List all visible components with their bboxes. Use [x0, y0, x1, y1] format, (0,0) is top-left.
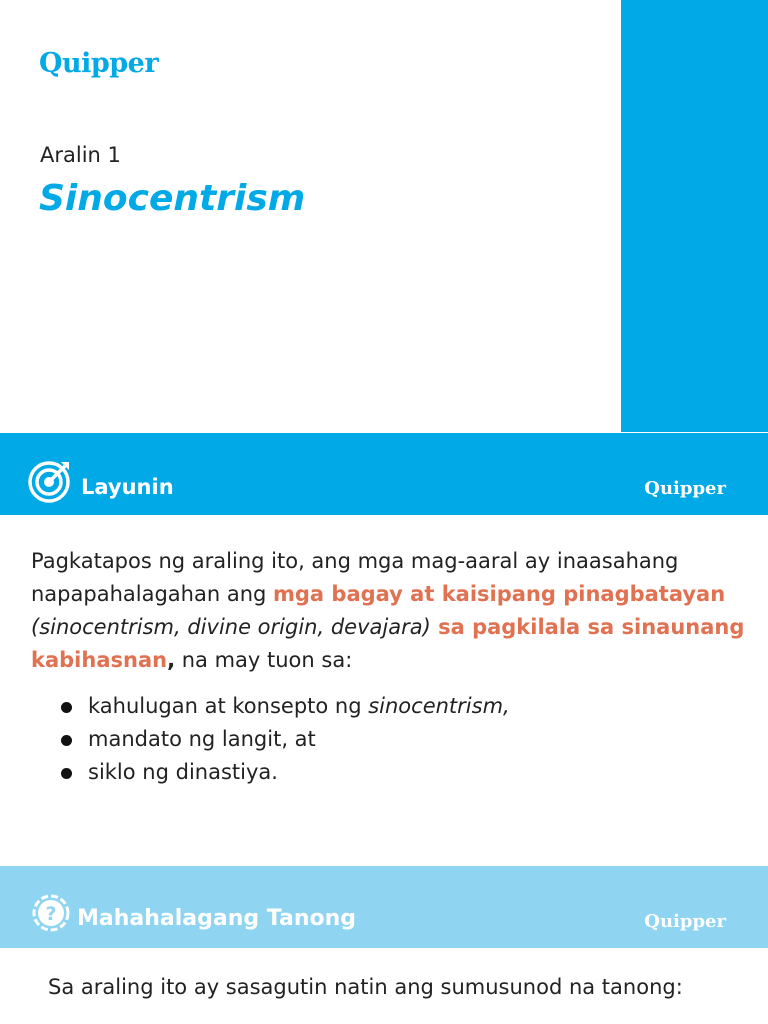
quipper-logo: Quipper — [644, 911, 726, 932]
objectives-title: Layunin — [81, 475, 174, 499]
list-item: siklo ng dinastiya. — [58, 756, 510, 789]
list-item: mandato ng langit, at — [58, 723, 510, 756]
objective-examples: (sinocentrism, divine origin, devajara) — [31, 615, 431, 639]
questions-header — [0, 866, 768, 948]
lesson-title: Sinocentrism — [39, 178, 306, 219]
objective-text-1: Pagkatapos ng araling ito, ang mga mag-aaral ay inaasahang napapahalagahan ang — [31, 549, 679, 606]
objective-bullets — [58, 690, 510, 789]
question-icon — [27, 891, 73, 937]
accent-bar — [621, 0, 768, 432]
lesson-label: Aralin 1 — [40, 143, 121, 167]
objective-highlight-1: mga bagay at kaisipang pinagbatayan — [273, 582, 726, 606]
list-item: kahulugan at konsepto ng sinocentrism, — [58, 690, 510, 723]
title-slide — [0, 0, 768, 432]
target-icon — [27, 458, 73, 504]
quipper-logo: Quipper — [644, 478, 726, 499]
objective-paragraph — [31, 545, 751, 677]
objective-text-3: na may tuon sa: — [175, 648, 353, 672]
objective-highlight-2: sa pagkilala sa sinaunang kabihasnan — [31, 615, 745, 672]
objective-comma: , — [167, 648, 176, 672]
objectives-header — [0, 433, 768, 515]
questions-intro: Sa araling ito ay sasagutin natin ang sumusunod na tanong: — [48, 975, 683, 999]
svg-text:?: ? — [45, 903, 57, 925]
quipper-logo: Quipper — [39, 48, 159, 79]
questions-title: Mahahalagang Tanong — [77, 906, 357, 931]
